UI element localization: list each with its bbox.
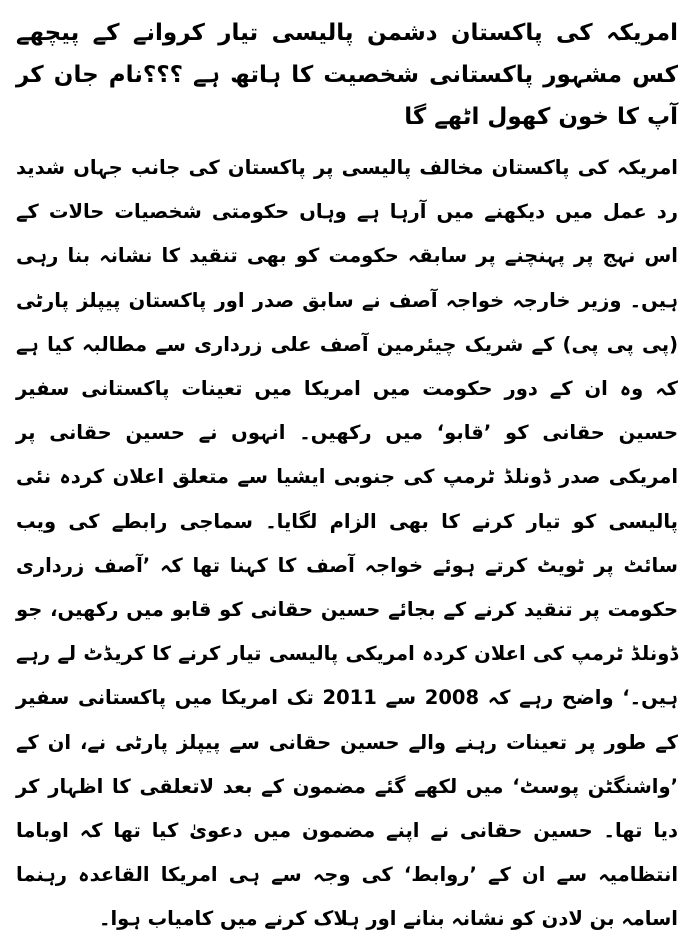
article-headline: امریکہ کی پاکستان دشمن پالیسی تیار کروانے کے پیچھے کس مشہور پاکستانی شخصیت کا ہاتھ ہے ؟؟؟نام جان کر آپ کا خون کھول اٹھے گا bbox=[16, 20, 678, 130]
article-body: امریکہ کی پاکستان مخالف پالیسی پر پاکستان کی جانب جہاں شدید رد عمل میں دیکھنے میں آرہا ہے وہاں حکومتی شخصیات حالات کے اس نہج پر پہنچنے پر سابقہ حکومت کو بھی تنقید کا نشانہ بنا رہی ہیں۔ وزیر خارجہ خواجہ آصف نے سابق صدر اور پاکستان پیپلز پارٹی (پی پی پی) کے شریک چیئرمین آصف علی زرداری سے مطالبہ کیا ہے کہ وہ ان کے دور حکومت میں امریکا میں تعینات پاکستانی سفیر حسین حقانی کو ’قابو‘ میں رکھیں۔ انہوں نے حسین حقانی پر امریکی صدر ڈونلڈ ٹرمپ کی جنوبی ایشیا سے متعلق اعلان کردہ نئی پالیسی کو تیار کرنے کا بھی الزام لگایا۔ سماجی رابطے کی ویب سائٹ پر ٹویٹ کرتے ہوئے خواجہ آصف کا کہنا تھا کہ ’آصف زرداری حکومت پر تنقید کرنے کے بجائے حسین حقانی کو قابو میں رکھیں، جو ڈونلڈ ٹرمپ کی اعلان کردہ امریکی پالیسی تیار کرنے کا کریڈٹ لے رہے ہیں۔‘ واضح رہے کہ 2008 سے 2011 تک امریکا میں پاکستانی سفیر کے طور پر تعینات رہنے والے حسین حقانی سے پیپلز پارٹی نے، ان کے ’واشنگٹن پوسٹ‘ میں لکھے گئے مضمون کے بعد لاتعلقی کا اظہار کر دیا تھا۔ حسین حقانی نے اپنے مضمون میں دعویٰ کیا تھا کہ اوباما انتظامیہ سے ان کے ’روابط‘ کی وجہ سے ہی امریکا القاعدہ رہنما اسامہ بن لادن کو نشانہ بنانے اور ہلاک کرنے میں کامیاب ہوا۔ bbox=[16, 156, 678, 931]
